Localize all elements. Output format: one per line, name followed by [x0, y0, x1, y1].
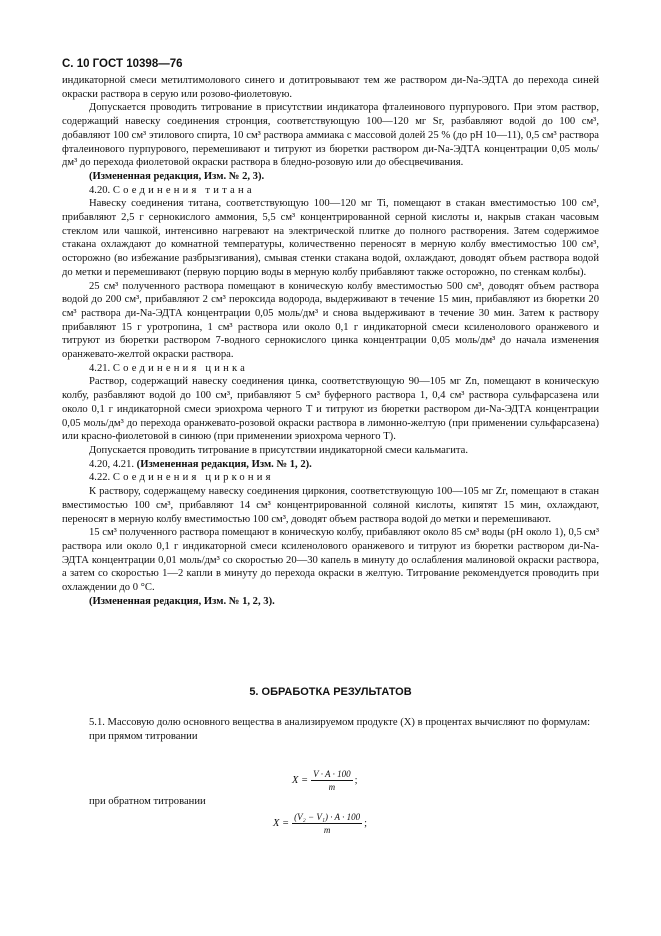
paragraph: 15 см³ полученного раствора помещают в коническую колбу, прибавляют около 85 см³ воды (рН около 1), 0,5 см³ раствора или около 0,1 г индикаторной смеси ксиленолового оранжевого и титруют из бюретки раствором ди-Na-ЭДТА концентрации 0,01 моль/дм³ со скоростью 20—30 капель в минуту до ослабления малиновой окраски раствора, а затем со скоростью 1—2 капли в минуту до перехода окраски в желтую. Титрование рекомендуется проводить при охлаждении до 0 °С. — [62, 527, 599, 594]
formula-denominator: m — [323, 825, 331, 835]
amendment-ref: 4.20, 4.21. — [89, 458, 137, 470]
paragraph: 25 см³ полученного раствора помещают в коническую колбу вместимостью 500 см³, доводят объем раствора водой до 200 см³, прибавляют 2 см³ пероксида водорода, выдерживают в течение 15 мин, прибавляют из бюретки 20 см³ раствора ди-Na-ЭДТА концентрации 0,05 моль/дм³ и снова выдерживают в течение 30 мин. Затем к раствору прибавляют 15 г уротропина, 1 см³ раствора или около 0,1 г индикаторной смеси ксиленолового оранжевого и титруют из бюретки раствором 7-водного сернокислого цинка концентрации 0,05 моль/дм³ до начала изменения оранжевато-желтой окраски раствора. — [62, 280, 599, 361]
subsection-heading — [62, 184, 599, 198]
reverse-titration-label: при обратном титровании — [89, 796, 206, 807]
paragraph: Допускается проводить титрование в присутствии индикатора фталеинового пурпурового. При этом раствор, содержащий навеску соединения стронция, соответствующую 100—120 мг Sr, разбавляют водой до 100 см³, добавляют 100 см³ этилового спирта, 10 см³ раствора аммиака с массовой долей 25 % (до рН 10—11), 0,5 см³ раствора фталеинового пурпурового, перемешивают и титруют из бюретки раствором ди-Na-ЭДТА концентрации 0,05 моль/дм³ до перехода фиолетовой окраски раствора в бледно-розовую или до обесцвечивания. — [62, 102, 599, 169]
subsection-number: 4.21. — [89, 362, 111, 374]
paragraph: Раствор, содержащий навеску соединения цинка, соответствующую 90—105 мг Zn, помещают в коническую колбу, разбавляют водой до 100 см³, прибавляют 5 см³ буферного раствора 1, 0,4 см³ раствора сульфарсазена или около 0,1 г индикаторной смеси эриохрома черного Т и титруют из бюретки раствором ди-Na-ЭДТА концентрации 0,05 моль/дм³ до перехода оранжевато-розовой окраски раствора в лимонно-желтую (при применении сульфарсазена) или красно-фиолетовой в синюю (при применении эриохрома черного Т). — [62, 376, 599, 443]
subsection-heading — [62, 362, 599, 376]
direct-titration-label: при прямом титровании — [89, 731, 198, 742]
document-body — [62, 74, 599, 608]
subsection-title: Соединения цинка — [112, 362, 249, 374]
formula-lhs: X = — [273, 818, 290, 829]
paragraph: К раствору, содержащему навеску соединения циркония, соответствующую 100—105 мг Zr, помещают в стакан вместимостью 100 см³, прибавляют 14 см³ концентрированной соляной кислоты, кипятят 15 мин, охлаждают, переносят в мерную колбу вместимостью 100 см³, доводят объем раствора водой до метки и перемешивают. — [62, 486, 599, 525]
subsection-number: 4.20. — [89, 184, 111, 196]
paragraph: Допускается проводить титрование в присутствии индикаторной смеси кальмагита. — [89, 444, 468, 456]
section-title: 5. ОБРАБОТКА РЕЗУЛЬТАТОВ — [249, 686, 412, 698]
reverse-block — [62, 795, 599, 809]
formula-direct — [292, 769, 358, 792]
subsection-heading — [62, 471, 599, 485]
formula-numerator: V · A · 100 — [313, 769, 351, 779]
formula-lhs: X = — [292, 775, 309, 786]
calculation-block — [62, 716, 599, 744]
amendment-note — [62, 458, 599, 472]
paragraph: индикаторной смеси метилтимолового синего и дотитровывают тем же раствором ди-Na-ЭДТА до перехода синей окраски раствора в серую или розово-фиолетовую. — [62, 75, 599, 100]
amendment-note: (Измененная редакция, Изм. № 1, 2, 3). — [89, 595, 275, 607]
formula-reverse — [273, 812, 367, 835]
formula-end: ; — [354, 775, 358, 786]
amendment-text: (Измененная редакция, Изм. № 1, 2). — [136, 458, 312, 470]
paragraph: Навеску соединения титана, соответствующую 100—120 мг Ti, помещают в стакан вместимостью 100 см³, прибавляют 2,5 г сернокислого аммония, 5,5 см³ концентрированной серной кислоты и, накрыв стакан часовым стеклом или чашкой, интенсивно нагревают на электрической плитке до полного растворения. Затем содержимое стакана охлаждают до комнатной температуры, количественно переносят в мерную колбу вместимостью 100 см³, осторожно (во избежание разбрызгивания), смывая стенки стакана водой, охлаждают, доводят объем раствора водой до метки и перемешивают (первую порцию воды в мерную колбу прибавляют также осторожно, по стенкам колбы). — [62, 198, 599, 278]
subsection-number: 4.22. — [89, 472, 111, 484]
formula-end: ; — [364, 818, 368, 829]
subsection-title: Соединения титана — [112, 184, 255, 196]
formula-denominator: m — [328, 782, 336, 792]
calc-intro: 5.1. Массовую долю основного вещества в анализируемом продукте (X) в процентах вычисляют по формулам: — [89, 717, 591, 728]
page-header: С. 10 ГОСТ 10398—76 — [62, 58, 183, 70]
subsection-title: Соединения циркония — [112, 472, 274, 484]
amendment-note: (Измененная редакция, Изм. № 2, 3). — [89, 170, 265, 182]
formula-numerator: (V₂ − V₁) · A · 100 — [294, 812, 361, 822]
